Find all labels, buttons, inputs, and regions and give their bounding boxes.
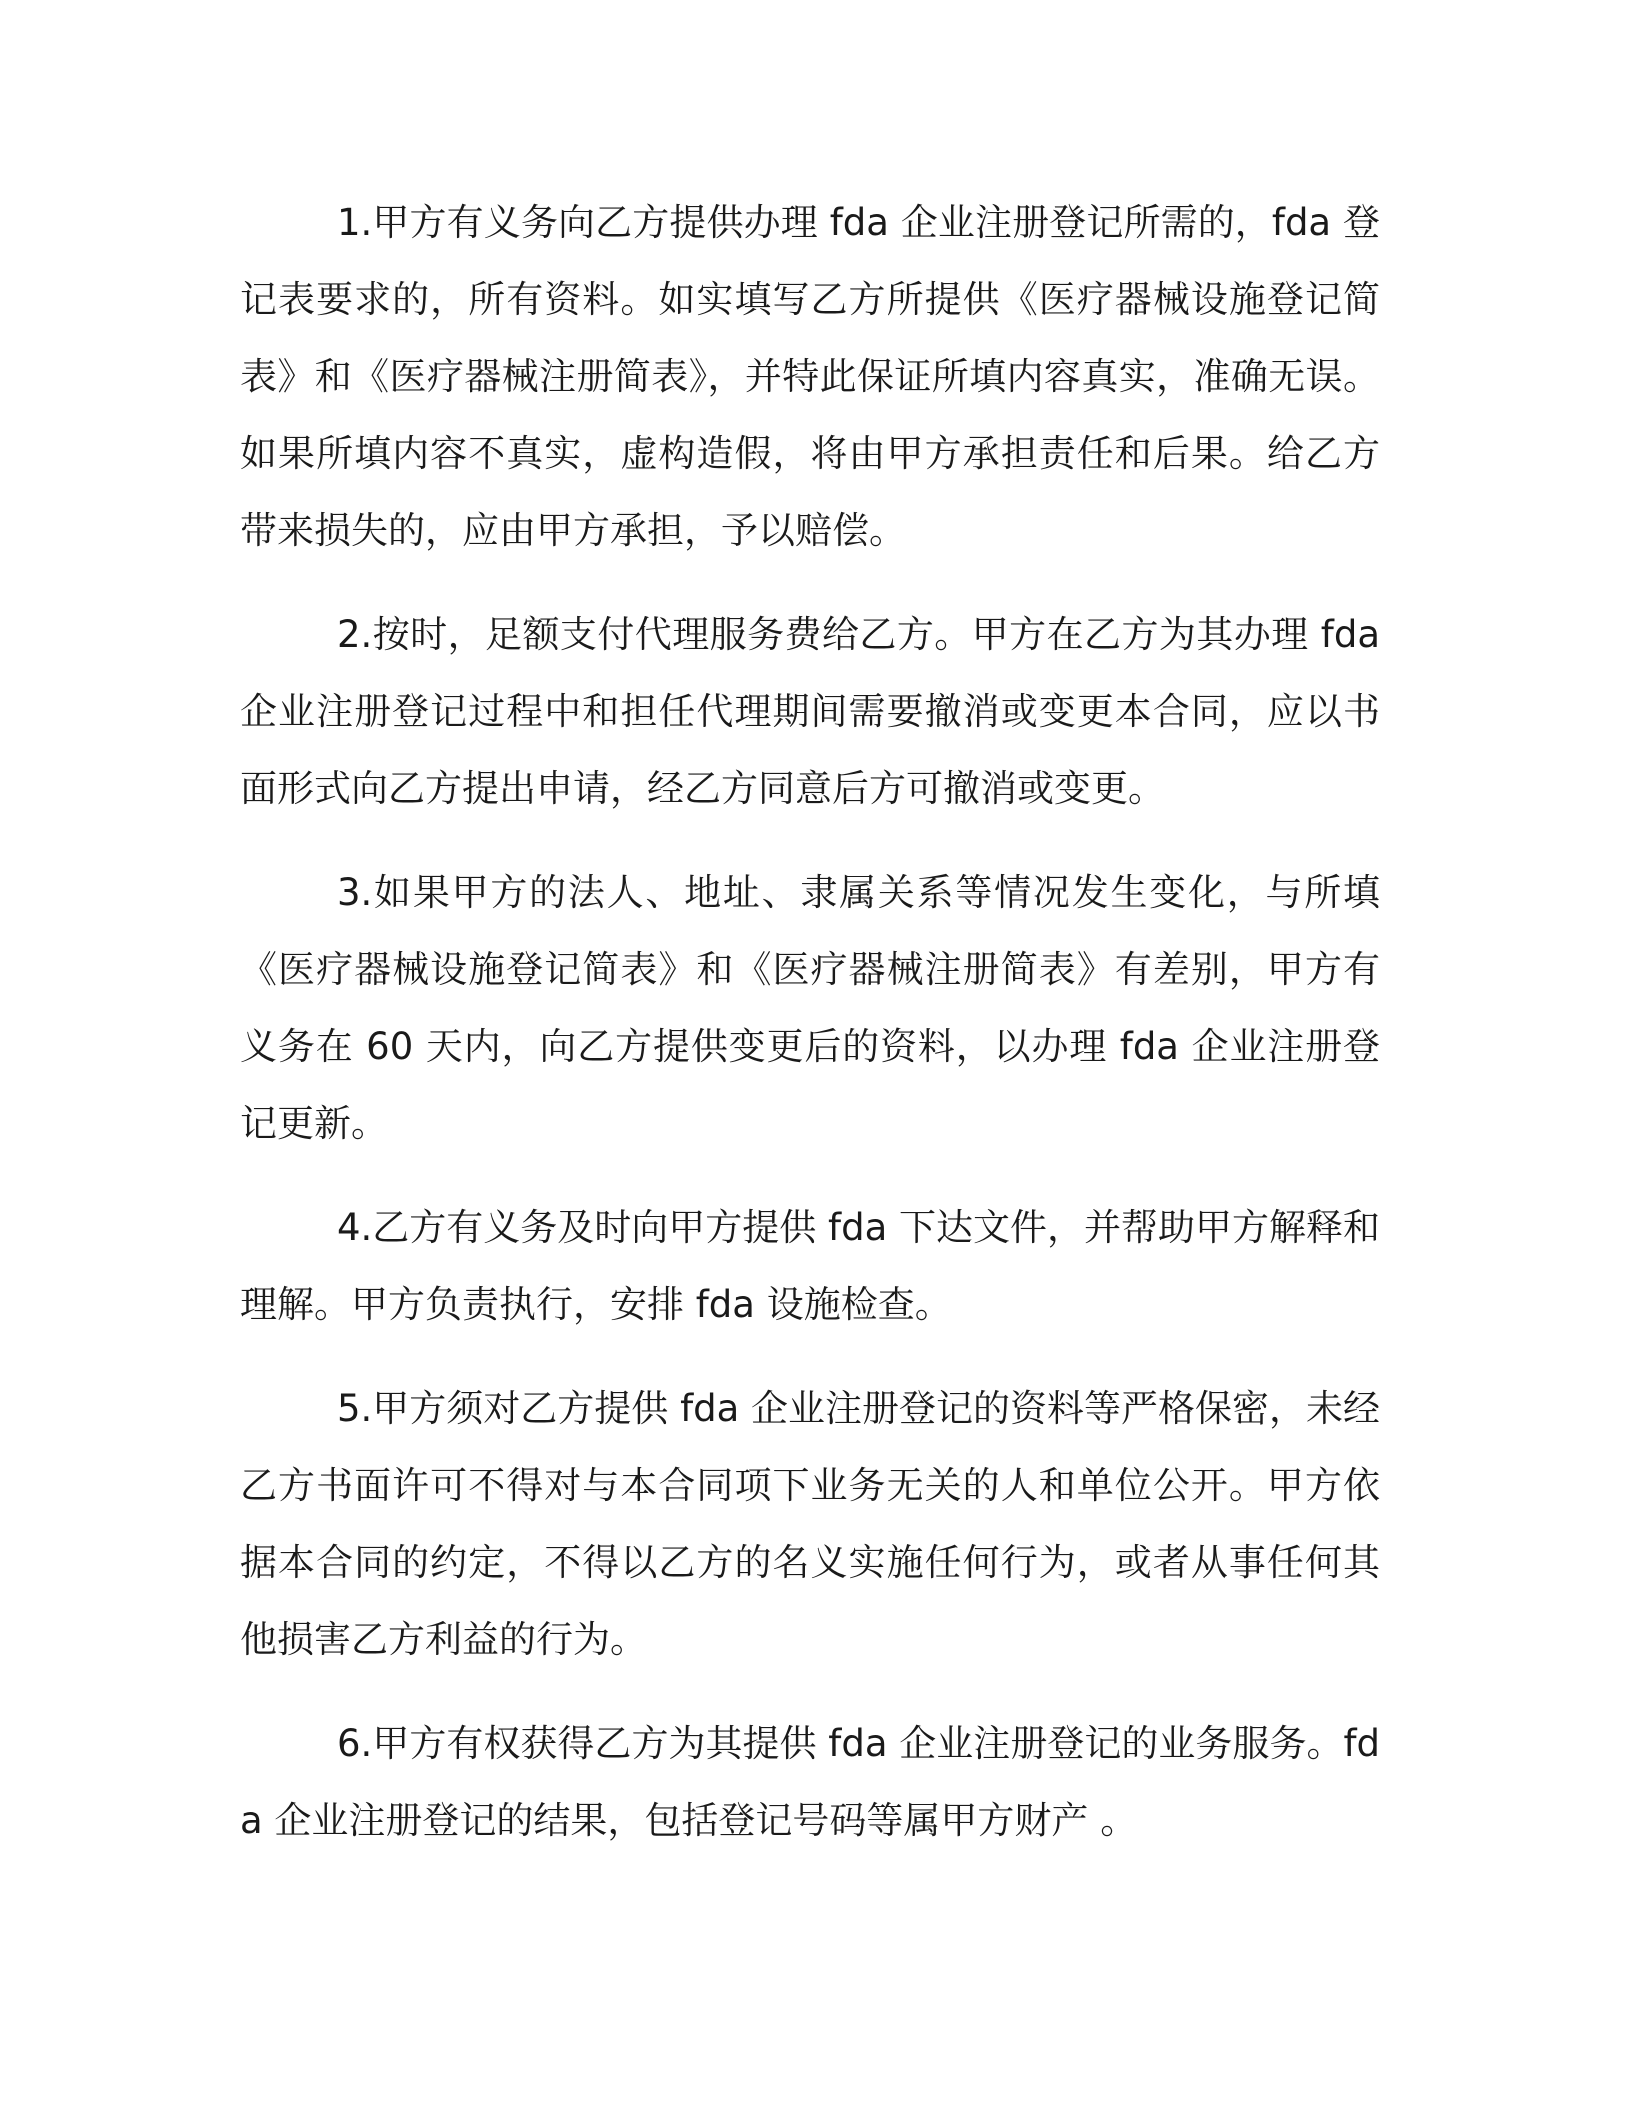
clause-3: 3.如果甲方的法人、地址、隶属关系等情况发生变化，与所填《医疗器械设施登记简表》和《医疗器械注册简表》有差别，甲方有义务在 60 天内，向乙方提供变更后的资料，以办理 fda 企业注册登记更新。 bbox=[240, 871, 1380, 1145]
clause-6: 6.甲方有权获得乙方为其提供 fda 企业注册登记的业务服务。fda 企业注册登记的结果，包括登记号码等属甲方财产 。 bbox=[240, 1722, 1380, 1842]
clause-4: 4.乙方有义务及时向甲方提供 fda 下达文件，并帮助甲方解释和理解。甲方负责执行，安排 fda 设施检查。 bbox=[240, 1206, 1381, 1326]
clause-2: 2.按时，足额支付代理服务费给乙方。甲方在乙方为其办理 fda 企业注册登记过程中和担任代理期间需要撤消或变更本合同，应以书面形式向乙方提出申请，经乙方同意后方可撤消或变更。 bbox=[240, 613, 1380, 810]
contract-body bbox=[240, 184, 1380, 1886]
clause-5: 5.甲方须对乙方提供 fda 企业注册登记的资料等严格保密，未经乙方书面许可不得对与本合同项下业务无关的人和单位公开。甲方依据本合同的约定，不得以乙方的名义实施任何行为，或者从事任何其他损害乙方利益的行为。 bbox=[240, 1387, 1381, 1661]
clause-1: 1.甲方有义务向乙方提供办理 fda 企业注册登记所需的，fda 登记表要求的，所有资料。如实填写乙方所提供《医疗器械设施登记简表》和《医疗器械注册简表》，并特此保证所填内容真实，准确无误。如果所填内容不真实，虚构造假，将由甲方承担责任和后果。给乙方带来损失的，应由甲方承担，予以赔偿。 bbox=[240, 201, 1380, 552]
